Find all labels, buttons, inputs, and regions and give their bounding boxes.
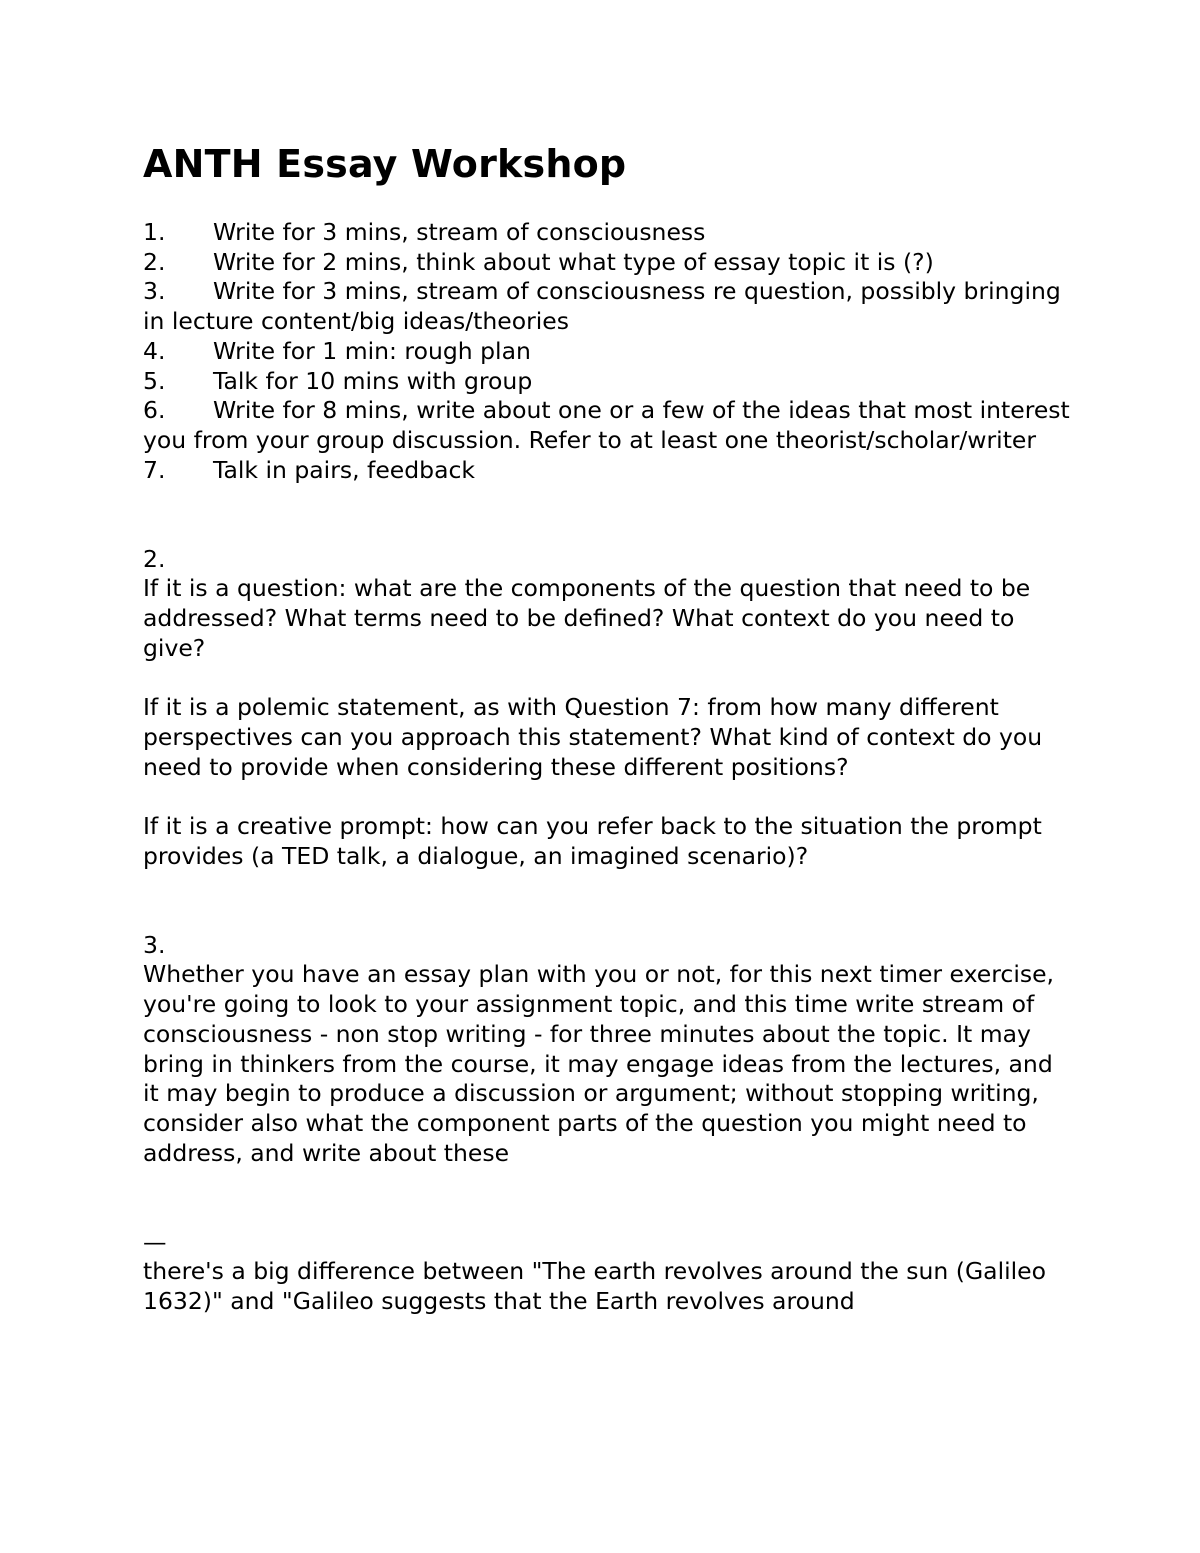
list-item-text: Write for 8 mins, write about one or a few of the ideas that most interest you from your group discussion. Refer to at least one theorist/scholar/writer: [143, 396, 1070, 454]
section-4-paragraph: there's a big difference between "The earth revolves around the sun (Galileo 1632)" and "Galileo suggests that the Earth revolves around: [143, 1257, 1046, 1316]
section-3-paragraph: Whether you have an essay plan with you or not, for this next timer exercise, you're going to look to your assignment topic, and this time write stream of consciousness - non stop writing - for three minutes about the topic. It may bring in thinkers from the course, it may engage ideas from the lectures, and it may begin to produce a discussion or argument; without stopping writing, consider also what the component parts of the question you might need to address, and write about these: [143, 960, 1055, 1167]
spacer: [143, 485, 1073, 515]
section-4-dash: —: [143, 1227, 167, 1256]
spacer: [143, 515, 1073, 545]
list-item-number: 6.: [143, 396, 166, 425]
list-item-text: Talk in pairs, feedback: [213, 455, 476, 484]
section-2-heading: 2.: [143, 544, 166, 573]
spacer: [143, 664, 1073, 694]
list-item-text: Talk for 10 mins with group: [213, 366, 533, 395]
list-item-number: 1.: [143, 218, 166, 246]
list-item-number: 7.: [143, 455, 166, 484]
document-body: [143, 218, 1073, 1317]
document-content: [143, 138, 1073, 1317]
list-item-text: Write for 3 mins, stream of consciousness re question, possibly bringing in lecture content/big ideas/theories: [143, 277, 1061, 336]
list-item: [143, 218, 1073, 248]
list-item: [143, 367, 1073, 397]
list-item: [143, 456, 1073, 486]
list-item-number: 3.: [143, 277, 166, 306]
list-item-number: 4.: [143, 336, 166, 365]
list-item: [143, 277, 1073, 336]
list-item-text: Write for 1 min: rough plan: [213, 336, 531, 365]
document-title: ANTH Essay Workshop: [143, 142, 627, 186]
spacer: [143, 1198, 1073, 1228]
list-item: [143, 337, 1073, 367]
list-item-text: Write for 2 mins, think about what type of essay topic it is (?): [213, 247, 934, 276]
spacer: [143, 1168, 1073, 1198]
section-3-heading: 3.: [143, 930, 166, 959]
list-item: [143, 396, 1073, 455]
spacer: [143, 782, 1073, 812]
spacer: [143, 901, 1073, 931]
list-item-number: 5.: [143, 366, 166, 395]
spacer: [143, 871, 1073, 901]
steps-list: [143, 218, 1073, 485]
section-2-polemic-paragraph: If it is a polemic statement, as with Question 7: from how many different perspectives can you approach this statement? What kind of context do you need to provide when considering these different positions?: [143, 693, 1043, 781]
section-2-question-paragraph: If it is a question: what are the components of the question that need to be addressed? What terms need to be defined? What context do you need to give?: [143, 574, 1031, 662]
list-item: [143, 248, 1073, 278]
section-2-creative-paragraph: If it is a creative prompt: how can you refer back to the situation the prompt provides (a TED talk, a dialogue, an imagined scenario)?: [143, 812, 1042, 870]
list-item-text: Write for 3 mins, stream of consciousness: [213, 218, 706, 246]
list-item-number: 2.: [143, 247, 166, 276]
